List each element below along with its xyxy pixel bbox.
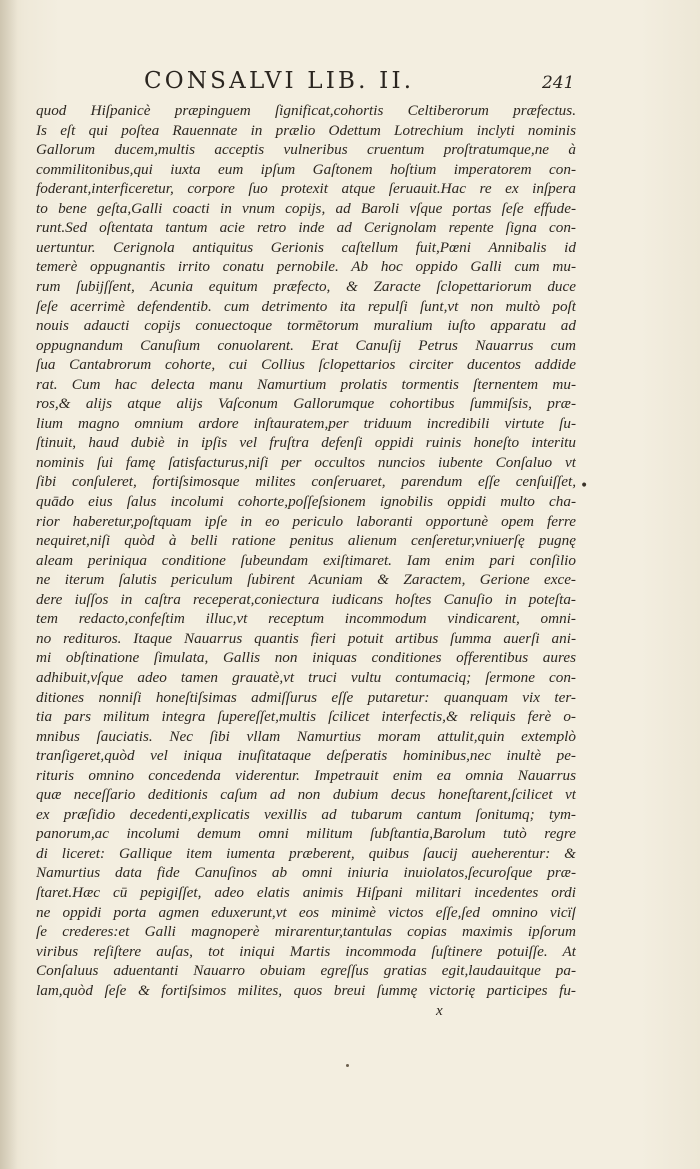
text-line: Conſaluus aduentanti Nauarro obuiam egreſſus gratias egit,laudauitque pa- — [36, 962, 576, 980]
text-line: quādo eius ſalus incolumi cohorte,poſſeſsionem ignobilis oppidi multo cha- — [36, 493, 576, 510]
text-line: tia pars militum integra ſupereſſet,multis ſcilicet interfectis,& reliquis ferè o- — [36, 708, 576, 726]
page-number: 241 — [542, 73, 575, 93]
text-line: rum ſubijſſent, Acunia equitum præfecto, & Zaracte ſclopettariorum duce — [36, 277, 576, 295]
text-line: quod Hiſpanicè præpinguem ſignificat,cohortis Celtiberorum præfectus. — [36, 102, 576, 119]
text-line: mi obſtinatione ſimulata, Gallis non iniquas conditiones offerentibus aures — [36, 649, 576, 667]
text-line: lam,quòd ſeſe & fortiſsimos milites, quos breui ſummę victorię participes fu- — [36, 981, 576, 999]
text-line: ſtinuit, haud dubiè in ipſis vel fruſtra defenſi oppidi ruinis honeſto interitu — [36, 434, 576, 452]
text-line: ex præſidio decedenti,explicatis vexillis ad tubarum cantum ſonitumq; tym- — [36, 805, 576, 823]
running-head — [0, 60, 700, 100]
text-line: mnibus ſauciatis. Nec ſibi vllam Namurtius moram attulit,quin extemplò — [36, 727, 576, 745]
text-line: ſtaret.Hæc cū pepigiſſet, adeo elatis animis Hiſpani militari incedentes ordi — [36, 884, 576, 901]
text-line: ne oppidi porta agmen eduxerunt,vt eos minimè victos eſſe,ſed omnino vicïſ — [36, 903, 576, 921]
text-line: nouis adaucti copijs conuectoque tormētorum muralium iuſto apparatu ad — [36, 317, 576, 335]
text-line: commilitonibus,qui iuxta eum ipſum Gaſtonem hoſtium imperatorem con- — [36, 160, 576, 178]
text-line: dere iuſſos in caſtra receperat,coniectura iudicans hoſtes Canuſio in poteſta- — [36, 590, 576, 608]
running-title: CONSALVI LIB. II. — [144, 68, 415, 94]
text-line: panorum,ac incolumi demum omni militum ſubſtantia,Barolum tutò regre — [36, 825, 576, 843]
gutter-shadow — [0, 0, 18, 1169]
text-line: to bene geſta,Galli coacti in vnum copijs, ad Baroli vſque portas ſeſe effude- — [36, 199, 576, 217]
text-line: foderant,interficeretur, corpore ſuo protexit atque ſeruauit.Hac re ex inſpera — [36, 180, 576, 198]
text-line: nominis ſui famę ſatisfacturus,niſi per occultos nuncios iubente Conſaluo vt — [36, 453, 576, 471]
text-line: ne iterum ſalutis periculum ſubirent Acuniam & Zaractem, Gerione exce- — [36, 571, 576, 589]
ink-dot — [346, 1064, 349, 1067]
text-line: Is eſt qui poſtea Rauennate in prælio Odettum Lotrechium inclyti nominis — [36, 121, 576, 139]
text-line: aleam periniqua conditione ſubeundam exiſtimaret. Iam enim pari conſilio — [36, 551, 576, 569]
text-line: oppugnandum Canuſium conuolarent. Erat Canuſij Petrus Nauarrus cum — [36, 336, 576, 354]
text-line: di liceret: Gallique item iumenta præberent, quibus ſaucij aueherentur: & — [36, 844, 576, 862]
text-line: temerè oppugnantis irrito conatu pernobile. Ab hoc oppido Galli cum mu- — [36, 258, 576, 276]
text-line: ſibi conſuleret, fortiſsimosque milites conſeruaret, parendum eſſe cenſuiſſet, — [36, 473, 576, 491]
text-line: rat. Cum hac delecta manu Namurtium prolatis tormentis ſternentem mu- — [36, 375, 576, 393]
text-line: ros,& alijs atque alijs Vaſconum Gallorumque cohortibus ſummiſsis, præ- — [36, 395, 576, 413]
text-line: ſeſe acerrimè defendentib. cum detrimento ita repulſi ſunt,vt non multò poſt — [36, 297, 576, 315]
text-line: lium magno omnium ardore inſtauratem,per triduum incredibili virtute ſu- — [36, 414, 576, 432]
text-line: ſua Cantabrorum cohorte, cui Collius ſclopettarios circiter ducentos addide — [36, 356, 576, 374]
text-line: Gallorum ducem,multis acceptis vulneribus cruentum proſtratumque,ne à — [36, 141, 576, 159]
margin-mark: • — [580, 478, 589, 494]
text-line: rior haberetur,poſtquam ipſe in eo periculo laboranti opportunè opem ferre — [36, 512, 576, 530]
text-line: no redituros. Itaque Nauarrus quantis fieri potuit artibus ſumma auerſi ani- — [36, 629, 576, 647]
text-line: tem redacto,confeſtim illuc,vt receptum incommodum vindicarent, omni- — [36, 610, 576, 628]
body-text — [36, 101, 576, 1001]
text-line: adhibuit,vſque adeo tamen grauatè,vt truci vultu contumaciq; ſermone con- — [36, 668, 576, 686]
text-line: runt.Sed oſtentata tantum acie retro inde ad Cerignolam repente ſigna con- — [36, 219, 576, 237]
signature-mark: x — [436, 1003, 443, 1019]
text-line: tranſigeret,quòd vel iniqua inuſitataque deſperatis hominibus,nec inultè pe- — [36, 747, 576, 765]
text-line: ditiones nonniſi honeſtiſsimas admiſſurus eſſe putaretur: quanquam vix ter- — [36, 688, 576, 706]
text-line: ſe crederes:et Galli magnoperè mirarentur,tantulas copias maximis ipſorum — [36, 923, 576, 941]
text-line: Namurtius data fide Canuſinos ab omni iniuria inuiolatos,ſecuroſque præ- — [36, 864, 576, 882]
text-line: rituris omnino concedenda viderentur. Impetrauit enim ea omnia Nauarrus — [36, 766, 576, 784]
text-line: uertuntur. Cerignola antiquitus Gerionis caſtellum fuit,Pœni Annibalis id — [36, 238, 576, 256]
text-line: quæ neceſſario deditionis caſum ad non dubium decus honeſtarent,ſcilicet vt — [36, 786, 576, 804]
text-line: viribus reſiſtere auſas, tot iniqui Martis incommoda ſuſtinere potuiſſe. At — [36, 942, 576, 960]
text-line: nequiret,niſi quòd à belli ratione penitus alienum cenſeretur,vniuerſę pugnę — [36, 532, 576, 550]
